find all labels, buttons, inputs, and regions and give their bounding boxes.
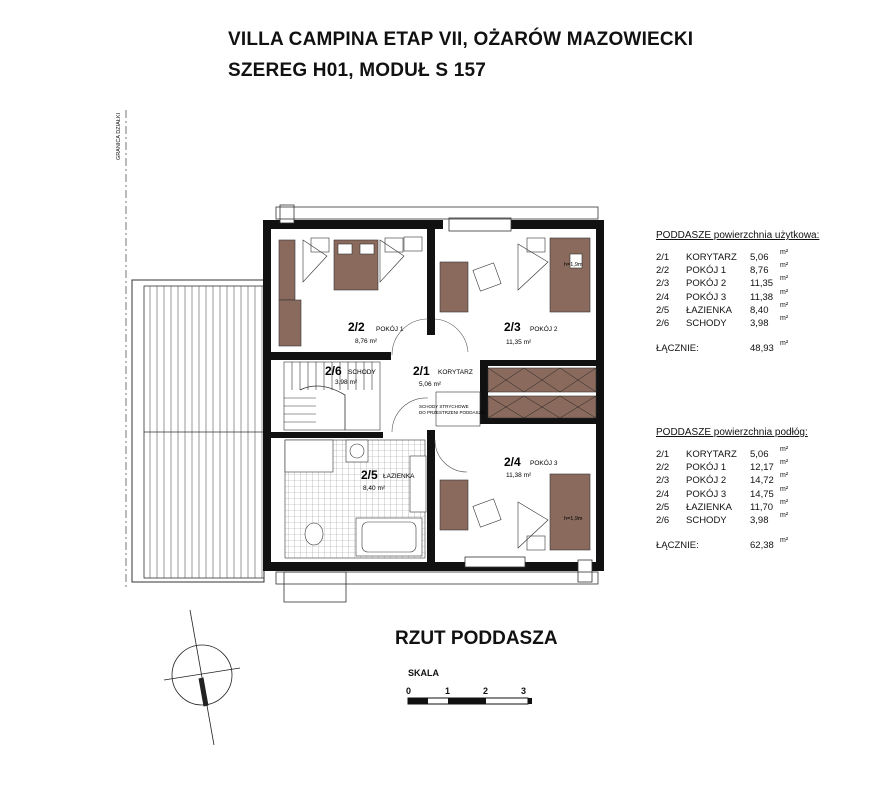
svg-text:2/2: 2/2 bbox=[348, 320, 365, 334]
svg-text:2/4: 2/4 bbox=[504, 455, 521, 469]
area-row: 2/3 POKÓJ 2 14,72 m² bbox=[656, 472, 789, 487]
roof-slope bbox=[132, 280, 264, 582]
area-row: 2/5 ŁAZIENKA 11,70 m² bbox=[656, 498, 789, 513]
scale-tick-3: 3 bbox=[521, 686, 527, 696]
room-label-2-3 bbox=[504, 320, 558, 346]
north-arrow bbox=[164, 610, 240, 745]
svg-text:2/1: 2/1 bbox=[413, 364, 430, 378]
room-label-2-1 bbox=[413, 364, 473, 388]
boundary-label: GRANICA DZIAŁKI bbox=[116, 112, 122, 160]
svg-text:ŁAZIENKA: ŁAZIENKA bbox=[383, 473, 415, 480]
scale-tick-1: 1 bbox=[445, 686, 451, 696]
hatch-note-line-1: SCHODY STRYCHOWE bbox=[419, 404, 469, 409]
usable-area-table bbox=[656, 230, 819, 357]
room-label-2-2 bbox=[348, 320, 404, 345]
svg-text:5,06 m²: 5,06 m² bbox=[419, 381, 442, 388]
area-row: 2/2 POKÓJ 1 12,17 m² bbox=[656, 459, 789, 474]
attic-hatch bbox=[436, 392, 480, 426]
svg-text:POKÓJ 1: POKÓJ 1 bbox=[376, 326, 404, 333]
floor-area-heading: PODDASZE powierzchnia podłóg: bbox=[656, 427, 808, 438]
floor-area-table bbox=[656, 427, 808, 554]
svg-text:KORYTARZ: KORYTARZ bbox=[438, 369, 473, 376]
project-subtitle: SZEREG H01, MODUŁ S 157 bbox=[228, 60, 487, 81]
project-title: VILLA CAMPINA ETAP VII, OŻARÓW MAZOWIECKI bbox=[228, 29, 694, 50]
svg-text:11,38 m²: 11,38 m² bbox=[506, 472, 532, 479]
area-row: 2/1 KORYTARZ 5,06 m² bbox=[656, 446, 789, 460]
scale-bar bbox=[408, 698, 532, 704]
built-in-wardrobes bbox=[488, 368, 596, 418]
bathroom-fixtures bbox=[285, 440, 426, 558]
furniture-room-2 bbox=[440, 238, 590, 312]
svg-text:11,35 m²: 11,35 m² bbox=[506, 339, 532, 346]
dormer-outline bbox=[276, 207, 598, 219]
svg-text:2/3: 2/3 bbox=[504, 320, 521, 334]
area-row: 2/2 POKÓJ 1 8,76 m² bbox=[656, 262, 789, 277]
area-row: 2/5 ŁAZIENKA 8,40 m² bbox=[656, 301, 789, 316]
area-row: 2/4 POKÓJ 3 11,38 m² bbox=[656, 288, 789, 303]
area-row: 2/1 KORYTARZ 5,06 m² bbox=[656, 249, 789, 263]
floor-area-total: ŁĄCZNIE: 62,38 m² bbox=[656, 537, 789, 552]
svg-text:8,76 m²: 8,76 m² bbox=[355, 338, 378, 345]
svg-text:POKÓJ 2: POKÓJ 2 bbox=[530, 326, 558, 333]
usable-area-total: ŁĄCZNIE: 48,93 m² bbox=[656, 340, 789, 355]
plan-title: RZUT PODDASZA bbox=[395, 628, 558, 649]
furniture-room-3 bbox=[440, 474, 590, 550]
area-row: 2/3 POKÓJ 2 11,35 m² bbox=[656, 275, 789, 290]
room-label-2-6 bbox=[325, 364, 376, 386]
area-row: 2/6 SCHODY 3,98 m² bbox=[656, 314, 789, 329]
height-note-room-3: h=1,9m bbox=[564, 516, 583, 522]
usable-area-heading: PODDASZE powierzchnia użytkowa: bbox=[656, 230, 820, 241]
svg-text:2/5: 2/5 bbox=[361, 468, 378, 482]
scale-tick-2: 2 bbox=[483, 686, 489, 696]
area-row: 2/6 SCHODY 3,98 m² bbox=[656, 511, 789, 526]
svg-text:3,98 m²: 3,98 m² bbox=[335, 379, 358, 386]
svg-text:8,40 m²: 8,40 m² bbox=[363, 485, 386, 492]
svg-text:POKÓJ 3: POKÓJ 3 bbox=[530, 460, 558, 467]
svg-text:SCHODY: SCHODY bbox=[348, 369, 376, 376]
area-row: 2/4 POKÓJ 3 14,75 m² bbox=[656, 485, 789, 500]
scale-tick-0: 0 bbox=[406, 686, 412, 696]
scale-label: SKALA bbox=[408, 668, 439, 678]
hatch-note-line-2: DO PRZESTRZENI PODDASZA bbox=[419, 410, 485, 415]
height-note-room-2: h=1,9m bbox=[564, 262, 583, 268]
svg-text:2/6: 2/6 bbox=[325, 364, 342, 378]
